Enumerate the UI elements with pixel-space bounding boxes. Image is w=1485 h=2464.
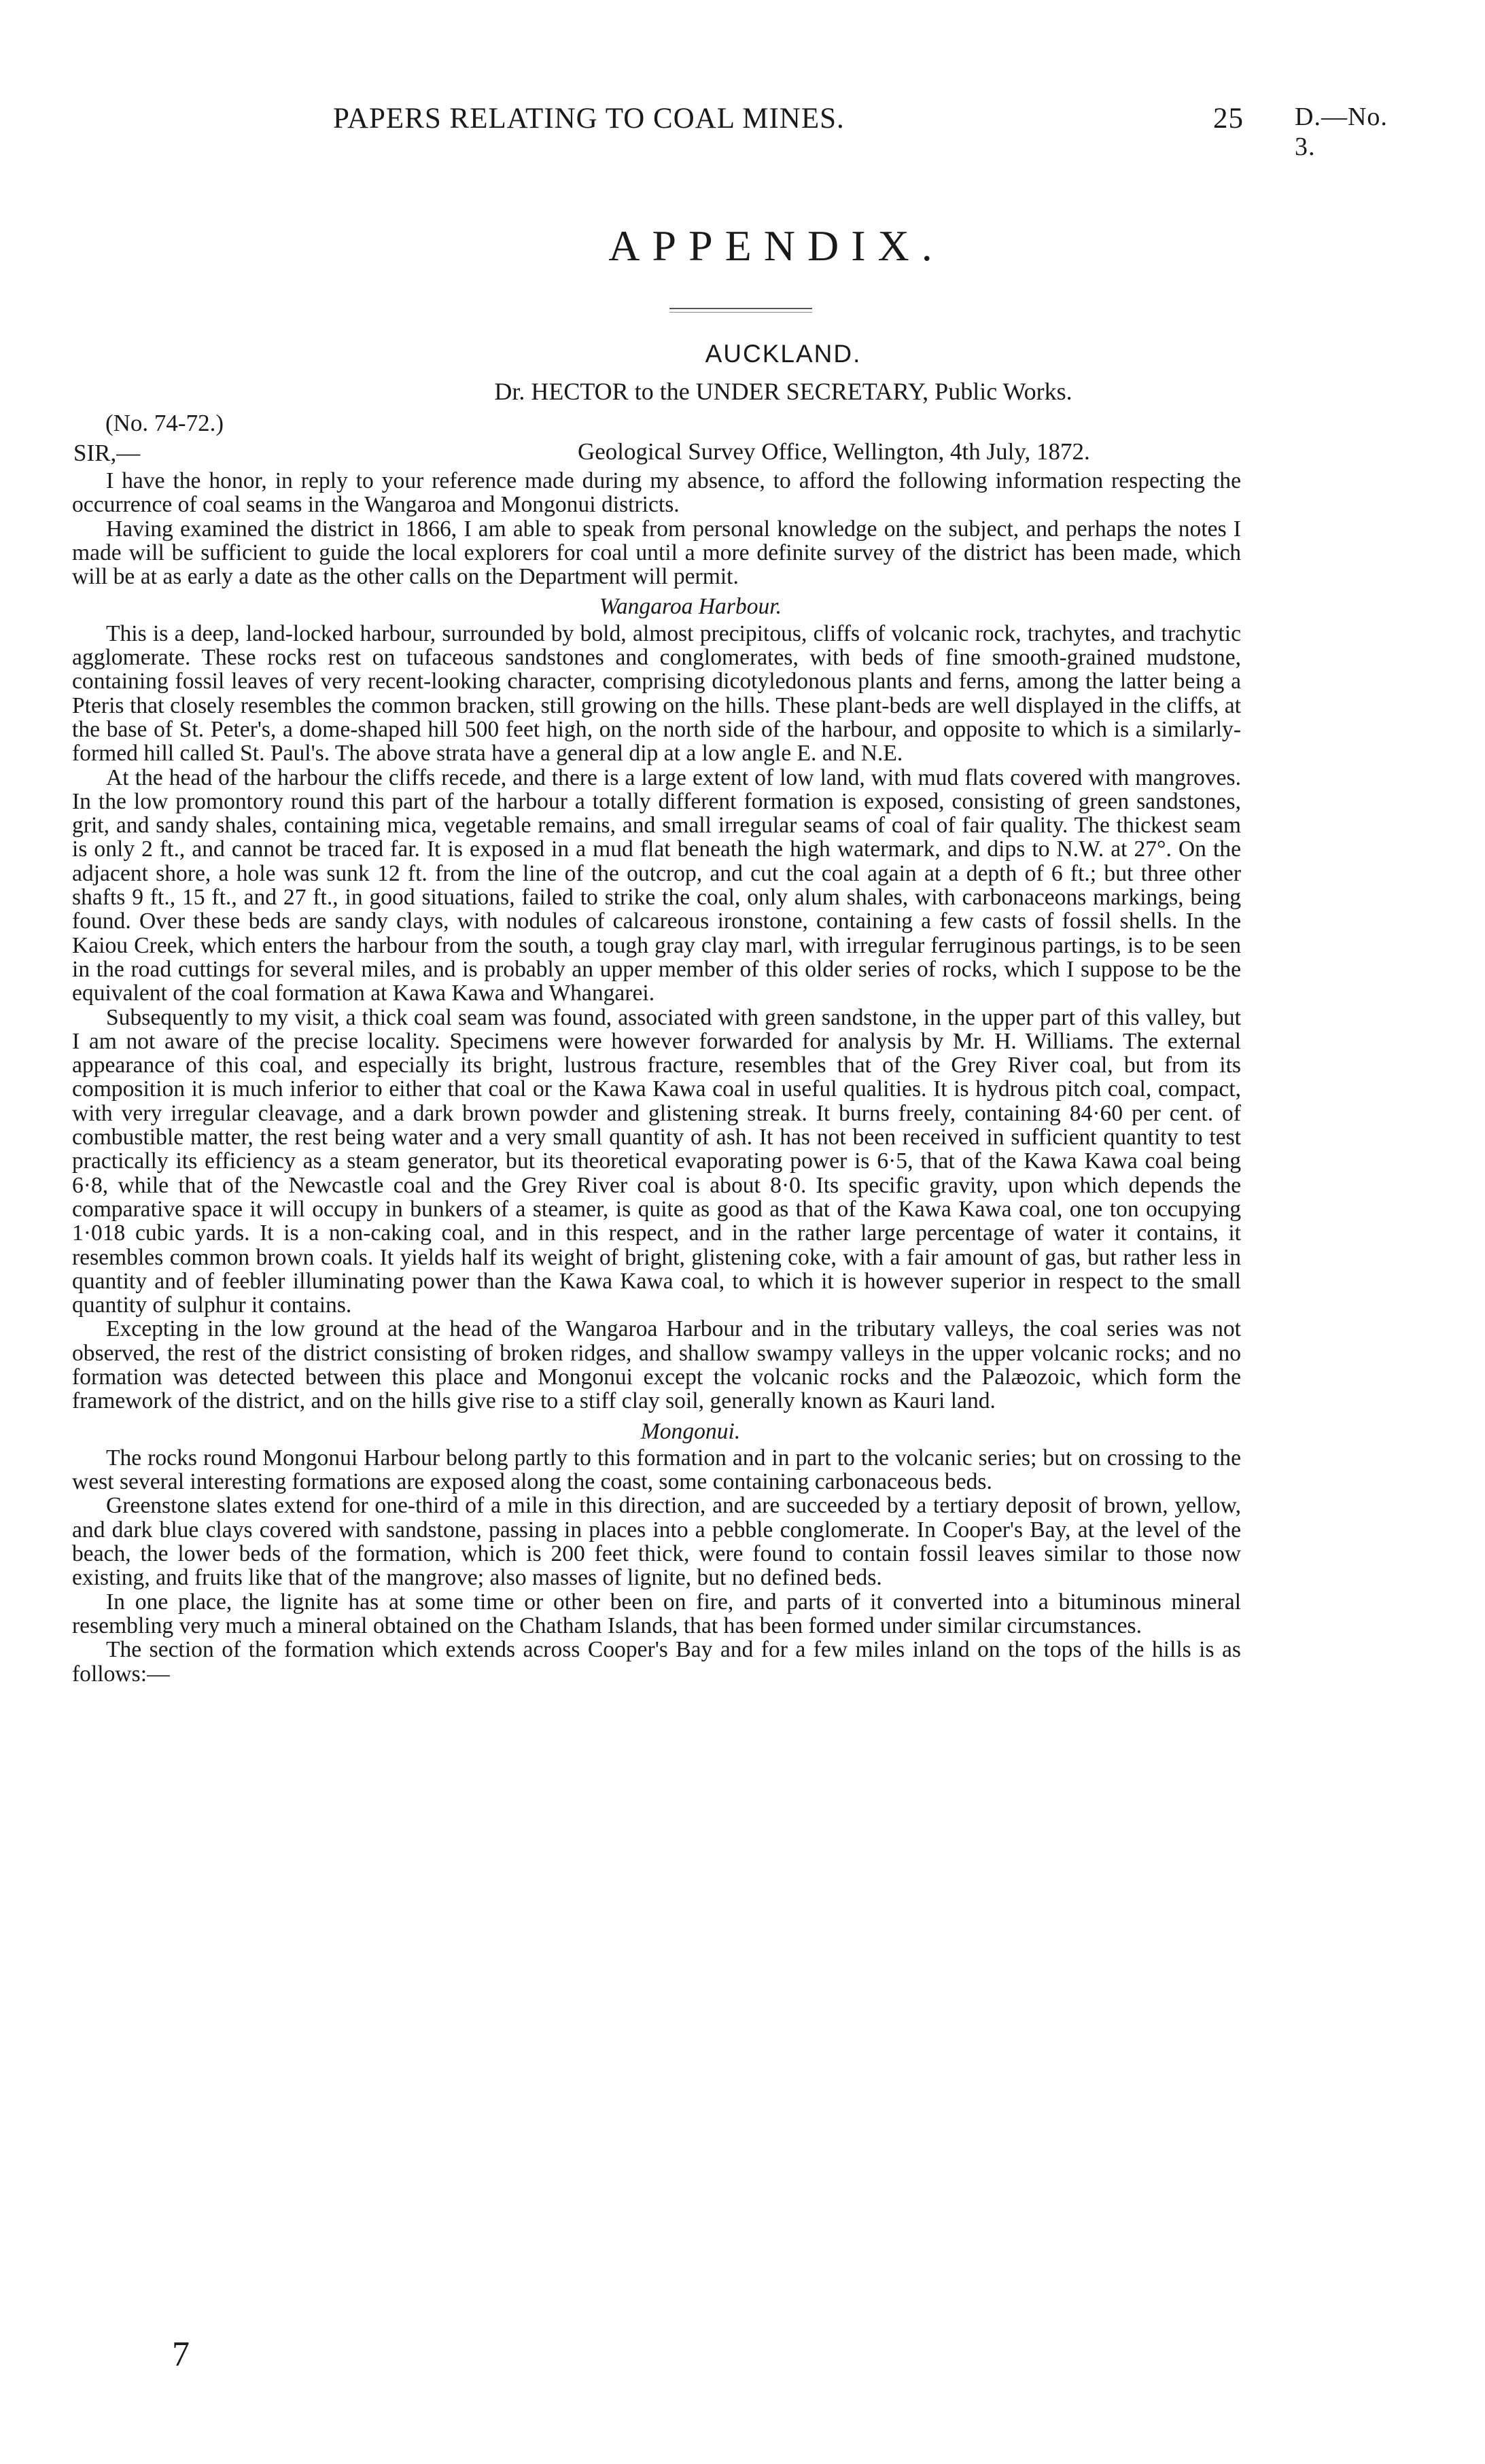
appendix-title: APPENDIX. — [608, 222, 945, 270]
section-subheading-wangaroa: Wangaroa Harbour. — [599, 594, 782, 620]
letter-addressee: Dr. HECTOR to the UNDER SECRETARY, Public Works. — [494, 378, 1072, 405]
paragraph: In one place, the lignite has at some time or other been on fire, and parts of it converted into a bituminous mineral resembling very much a mineral obtained on the Chatham Islands, that has been formed under similar circumstances. — [72, 1589, 1241, 1638]
running-header — [326, 102, 1414, 161]
paragraph: The rocks round Mongonui Harbour belong partly to this formation and in part to the volcanic series; but on crossing to the west several interesting formations are exposed along the coast, some containing carbonaceous beds. — [72, 1445, 1241, 1495]
header-title: PAPERS RELATING TO COAL MINES. — [333, 103, 845, 135]
paragraph: I have the honor, in reply to your reference made during my absence, to afford the following information respecting the occurrence of coal seams in the Wangaroa and Mongonui districts. — [72, 468, 1241, 518]
section-subheading-mongonui: Mongonui. — [640, 1418, 741, 1444]
printer-signature-mark: 7 — [172, 2335, 190, 2374]
document-reference: D.—No. 3. — [1295, 103, 1388, 161]
paragraph: Greenstone slates extend for one-third of a mile in this direction, and are succeeded by a tertiary deposit of brown, yellow, and dark blue clays covered with sandstone, passing in places into a pebble conglomerate. In Cooper's Bay, at the level of the beach, the lower beds of the formation, which is 200 feet thick, were found to contain fossil leaves similar to those now existing, and fruits like that of the mangrove; also masses of lignite, but no defined beds. — [72, 1493, 1241, 1591]
paragraph: At the head of the harbour the cliffs recede, and there is a large extent of low land, with mud flats covered with mangroves. In the low promontory round this part of the harbour a totally different formation is exposed, consisting of green sandstones, grit, and sandy shales, containing mica, vegetable remains, and small irregular seams of coal of fair quality. The thickest seam is only 2 ft., and cannot be traced far. It is exposed in a mud flat beneath the high watermark, and dips to N.W. at 27°. On the adjacent shore, a hole was sunk 12 ft. from the line of the outcrop, and cut the coal again at a depth of 6 ft.; but three other shafts 9 ft., 15 ft., and 27 ft., in good situations, failed to strike the coal, only alum shales, with carbonaceons markings, being found. Over these beds are sandy clays, with nodules of calcareous ironstone, containing a few casts of fossil shells. In the Kaiou Creek, which enters the harbour from the south, a tough gray clay marl, with irregular ferruginous partings, is to be seen in the road cuttings for several miles, and is probably an upper member of this older series of rocks, which I suppose to be the equivalent of the coal formation at Kawa Kawa and Whangarei. — [72, 764, 1241, 1006]
paragraph: Excepting in the low ground at the head of the Wangaroa Harbour and in the tributary valleys, the coal series was not observed, the rest of the district consisting of broken ridges, and shallow swampy valleys in the upper volcanic rocks; and no formation was detected between this place and Mongonui except the volcanic rocks and the Palæozoic, which form the framework of the district, and on the hills give rise to a stiff clay soil, generally known as Kauri land. — [72, 1316, 1241, 1414]
page-number: 25 — [1213, 103, 1244, 135]
paragraph: This is a deep, land-locked harbour, surrounded by bold, almost precipitous, cliffs of volcanic rock, trachytes, and trachytic agglomerate. These rocks rest on tufaceous sandstones and conglomerates, with beds of fine smooth-grained mudstone, containing fossil leaves of very recent-looking character, comprising dicotyledonous plants and ferns, among the latter being a Pteris that closely resembles the common bracken, still growing on the hills. These plant-beds are well displayed in the cliffs, at the base of St. Peter's, a dome-shaped hill 500 feet high, on the north side of the harbour, and opposite to which is a similarly-formed hill called St. Paul's. The above strata have a general dip at a low angle E. and N.E. — [72, 620, 1241, 767]
letter-salutation: SIR,— — [73, 440, 141, 466]
title-rule-secondary — [669, 312, 812, 313]
title-rule — [669, 308, 812, 309]
letter-body — [72, 469, 1241, 1686]
letter-dateline: Geological Survey Office, Wellington, 4th July, 1872. — [578, 438, 1090, 465]
paragraph: The section of the formation which extends across Cooper's Bay and for a few miles inland on the tops of the hills is as follows:— — [72, 1637, 1241, 1687]
paragraph: Subsequently to my visit, a thick coal seam was found, associated with green sandstone, in the upper part of this valley, but I am not aware of the precise locality. Specimens were however forwarded for analysis by Mr. H. Williams. The external appearance of this coal, and especially its bright, lustrous fracture, resembles that of the Grey River coal, but from its composition it is much inferior to either that coal or the Kawa Kawa coal in useful qualities. It is hydrous pitch coal, compact, with very irregular cleavage, and a dark brown powder and glistening streak. It burns freely, containing 84·60 per cent. of combustible matter, the rest being water and a very small quantity of ash. It has not been received in sufficient quantity to test practically its efficiency as a steam generator, but its theoretical evaporating power is 6·5, that of the Kawa Kawa coal being 6·8, while that of the Newcastle coal and the Grey River coal is about 8·0. Its specific gravity, upon which depends the comparative space it will occupy in bunkers of a steamer, is quite as good as that of the Kawa Kawa coal, one ton occupying 1·018 cubic yards. It is a non-caking coal, and in this respect, and in the rather large percentage of water it contains, it resembles common brown coals. It yields half its weight of bright, glistening coke, with a fair amount of gas, but rather less in quantity and of feebler illuminating power than the Kawa Kawa coal, to which it is however superior in respect to the small quantity of sulphur it contains. — [72, 1004, 1241, 1318]
paragraph: Having examined the district in 1866, I am able to speak from personal knowledge on the subject, and perhaps the notes I made will be sufficient to guide the local explorers for coal until a more definite survey of the district has been made, which will be at as early a date as the other calls on the Department will permit. — [72, 516, 1241, 590]
region-heading: AUCKLAND. — [705, 340, 862, 368]
letter-number: (No. 74-72.) — [105, 410, 224, 436]
